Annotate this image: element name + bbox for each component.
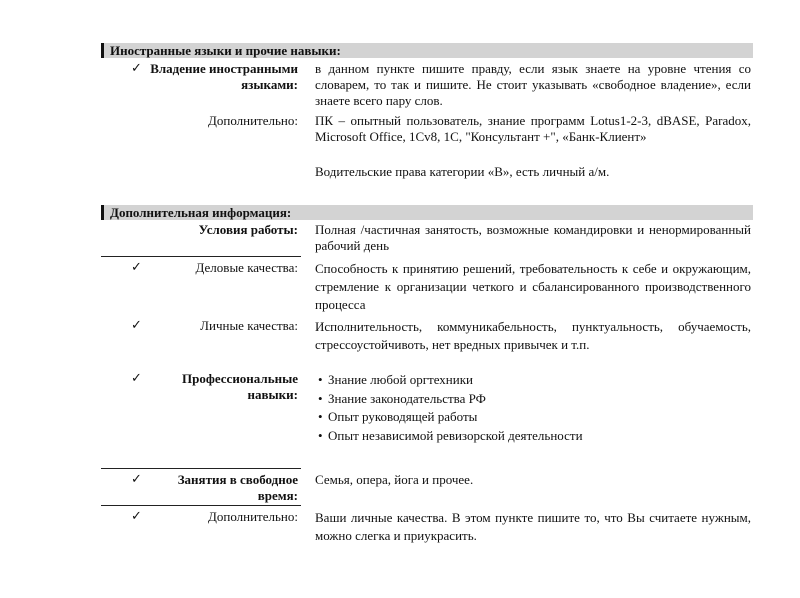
label-foreign-languages: Владение иностранными языками: xyxy=(150,61,298,92)
divider-line xyxy=(101,256,301,257)
list-item: • Знание любой оргтехники xyxy=(318,371,748,390)
text-driver-license: Водительские права категории «В», есть личный а/м. xyxy=(315,164,610,179)
list-item: • Опыт руководящей работы xyxy=(318,408,748,427)
divider-line xyxy=(101,468,301,469)
check-icon: ✓ xyxy=(131,260,142,275)
label-business-qualities: Деловые качества: xyxy=(195,260,298,275)
list-item: • Опыт независимой ревизорской деятельности xyxy=(318,427,748,446)
text-business-qualities: Способность к принятию решений, требовательность к себе и окружающим, стремление к организации четкого и сбалансированного производственного процесса xyxy=(315,261,751,312)
label-professional-skills: Профессиональные навыки: xyxy=(182,371,298,402)
text-personal-qualities: Исполнительность, коммуникабельность, пунктуальность, обучаемость, стрессоустойчивоть, нет вредных привычек и т.п. xyxy=(315,319,751,352)
label-additional-skills: Дополнительно: xyxy=(208,113,298,128)
list-item: • Знание законодательства РФ xyxy=(318,390,748,409)
text-foreign-languages: в данном пункте пишите правду, если язык знаете на уровне чтения со словарем, то так и пишите. Не стоит указывать «свободное владение», если знаете всего пару слов. xyxy=(315,61,751,108)
label-extra: Дополнительно: xyxy=(208,509,298,524)
check-icon: ✓ xyxy=(131,61,142,76)
list-professional-skills xyxy=(318,371,748,446)
section-header-languages: Иностранные языки и прочие навыки: xyxy=(101,43,753,58)
text-work-conditions: Полная /частичная занятость, возможные командировки и ненормированный рабочий день xyxy=(315,222,751,253)
label-personal-qualities: Личные качества: xyxy=(200,318,298,333)
label-leisure: Занятия в свободное время: xyxy=(177,472,298,503)
check-icon: ✓ xyxy=(131,472,142,487)
text-additional-skills: ПК – опытный пользователь, знание программ Lotus1-2-3, dBASE, Paradox, Microsoft Office, 1Cv8, 1C, "Консультант +", «Банк-Клиент» xyxy=(315,113,751,144)
check-icon: ✓ xyxy=(131,371,142,386)
label-work-conditions: Условия работы: xyxy=(198,222,298,237)
text-extra: Ваши личные качества. В этом пункте пишите то, что Вы считаете нужным, можно слегка и приукрасить. xyxy=(315,510,751,543)
text-leisure: Семья, опера, йога и прочее. xyxy=(315,472,474,487)
divider-line xyxy=(101,505,301,506)
check-icon: ✓ xyxy=(131,318,142,333)
section-header-additional-info: Дополнительная информация: xyxy=(101,205,753,220)
check-icon: ✓ xyxy=(131,509,142,524)
